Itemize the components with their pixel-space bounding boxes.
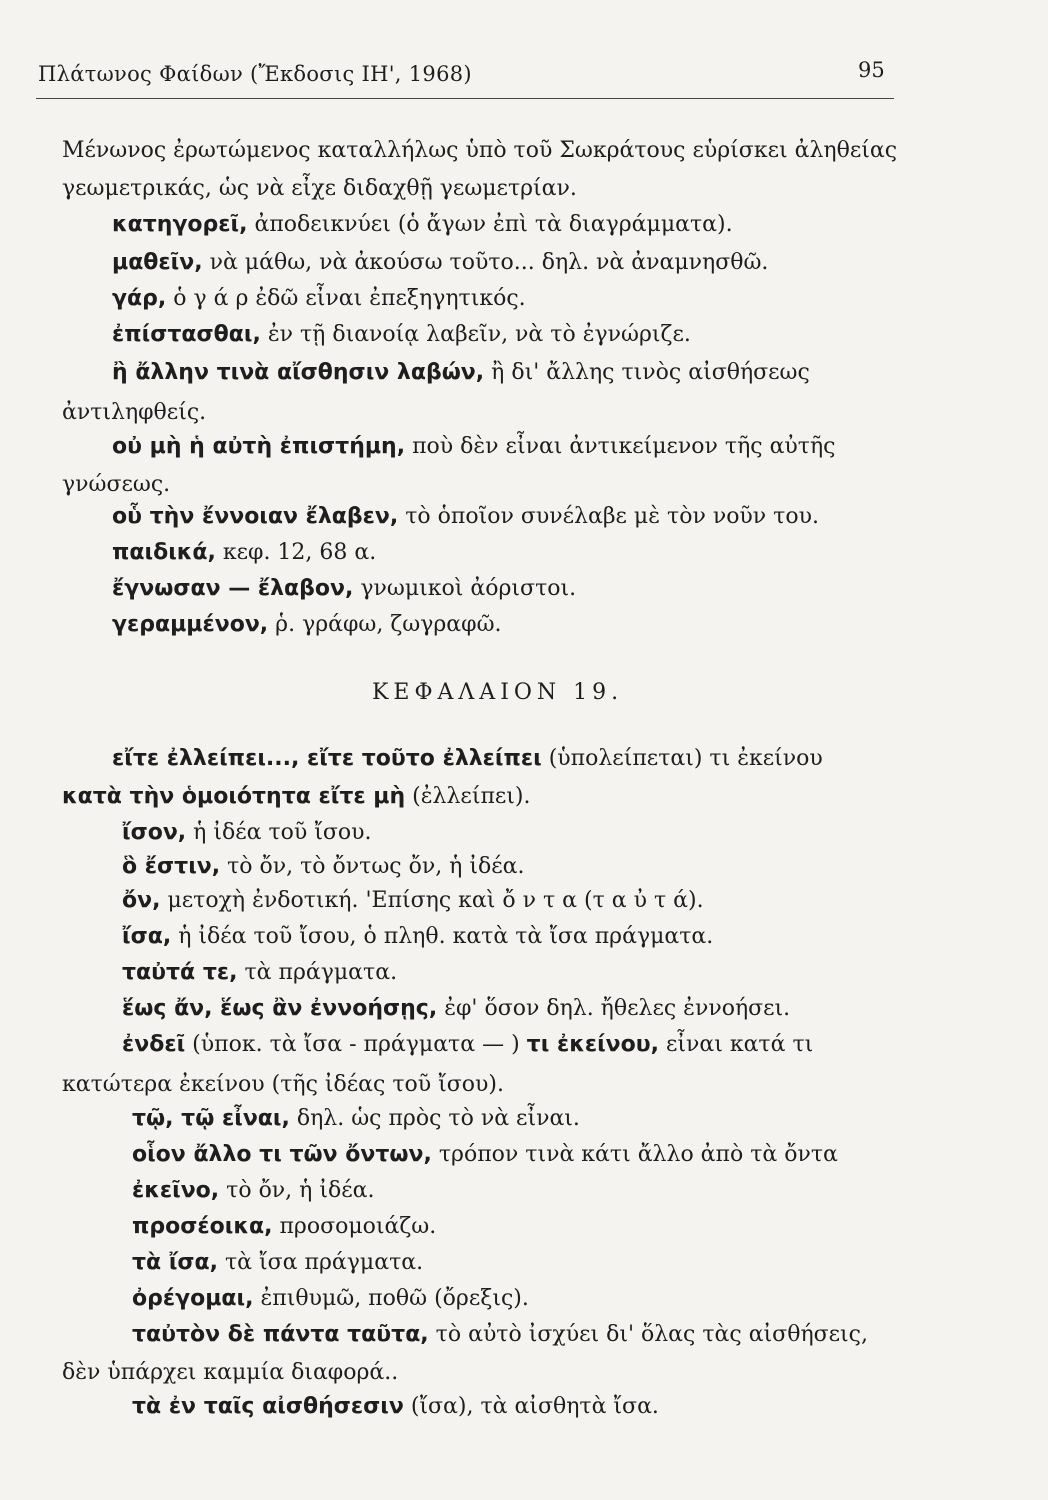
gloss-line (122, 822, 372, 844)
line-text: γνώσεως. (62, 472, 171, 497)
gloss-line (112, 252, 768, 274)
gloss-text: ἢ δι' ἄλλης τινὸς αἰσθήσεως (491, 360, 810, 385)
gloss-term: κατηγορεῖ, (112, 212, 248, 237)
gloss-line (112, 614, 502, 636)
gloss-term: ἐπίστασθαι, (112, 322, 261, 347)
gloss-text: τὰ ἴσα πράγματα. (225, 1250, 424, 1275)
gloss-text: προσομοιάζω. (279, 1214, 437, 1239)
text-line (62, 178, 577, 200)
gloss-term: ταὐτὸν δὲ πάντα ταῦτα, (132, 1322, 429, 1347)
gloss-text: ἡ ἰδέα τοῦ ἴσου. (193, 820, 372, 845)
gloss-text: ἐπιθυμῶ, ποθῶ (ὄρεξις). (260, 1286, 529, 1311)
gloss-term: τὰ ἴσα, (132, 1250, 218, 1275)
gloss-term: ἕως ἄν, ἕως ἂν ἐννοήσῃς, (122, 996, 438, 1021)
gloss-line (112, 214, 733, 236)
gloss-term: ὄν, (122, 888, 161, 913)
page-number: 95 (858, 58, 885, 82)
gloss-term: τὰ ἐν ταῖς αἰσθήσεσιν (132, 1394, 404, 1419)
gloss-term: ἐνδεῖ (122, 1032, 186, 1057)
gloss-text: εἶναι κατά τι (665, 1032, 814, 1057)
gloss-term: γεραμμένον, (112, 612, 269, 637)
gloss-term: ἴσον, (122, 820, 187, 845)
gloss-term: παιδικά, (112, 540, 216, 565)
gloss-line (112, 578, 576, 600)
gloss-term: ἔγνωσαν — ἔλαβον, (112, 576, 354, 601)
gloss-line (122, 926, 713, 948)
text-line (62, 140, 897, 162)
gloss-text: μετοχὴ ἐνδοτική. 'Επίσης καὶ ὄ ν τ α (τ α ὐ τ ά). (167, 888, 704, 913)
gloss-term: ἴσα, (122, 924, 172, 949)
gloss-text: ἐφ' ὅσον δηλ. ἤθελες ἐννοήσει. (444, 996, 791, 1021)
gloss-line (132, 1324, 868, 1346)
gloss-text: τὰ πράγματα. (244, 960, 398, 985)
gloss-term: εἴτε ἐλλείπει..., εἴτε τοῦτο ἐλλείπει (112, 746, 542, 771)
gloss-line (122, 998, 790, 1020)
gloss-text: ἀποδεικνύει (ὁ ἄγων ἐπὶ τὰ διαγράμματα). (254, 212, 733, 237)
gloss-text: νὰ μάθω, νὰ ἀκούσω τοῦτο... δηλ. νὰ ἀναμνησθῶ. (209, 250, 769, 275)
gloss-text: γνωμικοὶ ἀόριστοι. (360, 576, 577, 601)
gloss-term: τῷ, τῷ εἶναι, (132, 1106, 290, 1131)
gloss-term: οὐ μὴ ἡ αὐτὴ ἐπιστήμη, (112, 434, 406, 459)
gloss-text: τὸ ὁποῖον συνέλαβε μὲ τὸν νοῦν του. (405, 504, 819, 529)
gloss-line (122, 1034, 813, 1056)
gloss-line (112, 542, 376, 564)
gloss-line (112, 748, 823, 770)
gloss-text: τρόπον τινὰ κάτι ἄλλο ἀπὸ τὰ ὄντα (438, 1142, 838, 1167)
gloss-line (132, 1396, 659, 1418)
gloss-term: οὗ τὴν ἔννοιαν ἔλαβεν, (112, 504, 399, 529)
gloss-text: (ὑποκ. τὰ ἴσα - πράγματα — ) (192, 1032, 520, 1057)
gloss-term: ὃ ἔστιν, (122, 854, 221, 879)
line-text: δὲν ὑπάρχει καμμία διαφορά.. (62, 1360, 399, 1385)
gloss-line (112, 288, 526, 310)
line-text: ἀντιληφθείς. (62, 400, 207, 425)
gloss-term: κατὰ τὴν ὁμοιότητα εἴτε μὴ (62, 784, 406, 809)
gloss-term: ὀρέγομαι, (132, 1286, 254, 1311)
text-line (62, 1074, 504, 1096)
gloss-line (112, 362, 810, 384)
line-text: Μένωνος ἐρωτώμενος καταλλήλως ὑπὸ τοῦ Σωκράτους εὑρίσκει ἀληθείας (62, 138, 898, 163)
gloss-text: δηλ. ὡς πρὸς τὸ νὰ εἶναι. (296, 1106, 580, 1131)
gloss-line (122, 962, 397, 984)
gloss-text: ἐν τῇ διανοίᾳ λαβεῖν, νὰ τὸ ἐγνώριζε. (267, 322, 691, 347)
text-line (62, 402, 206, 424)
gloss-text: κεφ. 12, 68 α. (222, 540, 377, 565)
gloss-line (122, 890, 704, 912)
gloss-line (132, 1144, 838, 1166)
gloss-text: (ὑπολείπεται) τι ἐκείνου (548, 746, 823, 771)
gloss-text: ἡ ἰδέα τοῦ ἴσου, ὁ πληθ. κατὰ τὰ ἴσα πράγματα. (178, 924, 714, 949)
gloss-line (132, 1252, 423, 1274)
gloss-line (112, 436, 835, 458)
chapter-heading: ΚΕΦΑΛΑΙΟΝ 19. (372, 680, 624, 705)
gloss-text: ῥ. γράφω, ζωγραφῶ. (275, 612, 502, 637)
gloss-line (132, 1216, 436, 1238)
gloss-term: γάρ, (112, 286, 167, 311)
gloss-text: (ἐλλείπει). (412, 784, 531, 809)
gloss-text: τὸ αὐτὸ ἰσχύει δι' ὅλας τὰς αἰσθήσεις, (435, 1322, 868, 1347)
gloss-line (132, 1288, 529, 1310)
line-text: γεωμετρικάς, ὡς νὰ εἶχε διδαχθῇ γεωμετρίαν. (62, 176, 577, 201)
line-text: κατώτερα ἐκείνου (τῆς ἰδέας τοῦ ἴσου). (62, 1072, 504, 1097)
gloss-line (132, 1108, 580, 1130)
gloss-term: μαθεῖν, (112, 250, 203, 275)
gloss-term: οἷον ἄλλο τι τῶν ὄντων, (132, 1142, 432, 1167)
gloss-text: (ἴσα), τὰ αἰσθητὰ ἴσα. (410, 1394, 659, 1419)
gloss-text: ποὺ δὲν εἶναι ἀντικείμενον τῆς αὐτῆς (412, 434, 836, 459)
gloss-line (112, 506, 819, 528)
gloss-term: ἐκεῖνο, (132, 1178, 220, 1203)
gloss-term: προσέοικα, (132, 1214, 273, 1239)
text-line (62, 474, 170, 496)
gloss-line (132, 1180, 374, 1202)
running-head: Πλάτωνος Φαίδων (Ἔκδοσις ΙΗ', 1968) (38, 62, 472, 86)
gloss-text: τὸ ὄν, τὸ ὄντως ὄν, ἡ ἰδέα. (227, 854, 525, 879)
gloss-line (112, 324, 691, 346)
header-rule (36, 98, 894, 99)
gloss-text: ὁ γ ά ρ ἐδῶ εἶναι ἐπεξηγητικός. (173, 286, 526, 311)
gloss-term: ταὐτά τε, (122, 960, 238, 985)
text-line (62, 1362, 398, 1384)
gloss-term: ἢ ἄλλην τινὰ αἴσθησιν λαβών, (112, 360, 485, 385)
gloss-line (122, 856, 524, 878)
gloss-text: τὸ ὄν, ἡ ἰδέα. (226, 1178, 375, 1203)
gloss-term: τι ἐκείνου, (526, 1032, 659, 1057)
gloss-line (62, 786, 531, 808)
